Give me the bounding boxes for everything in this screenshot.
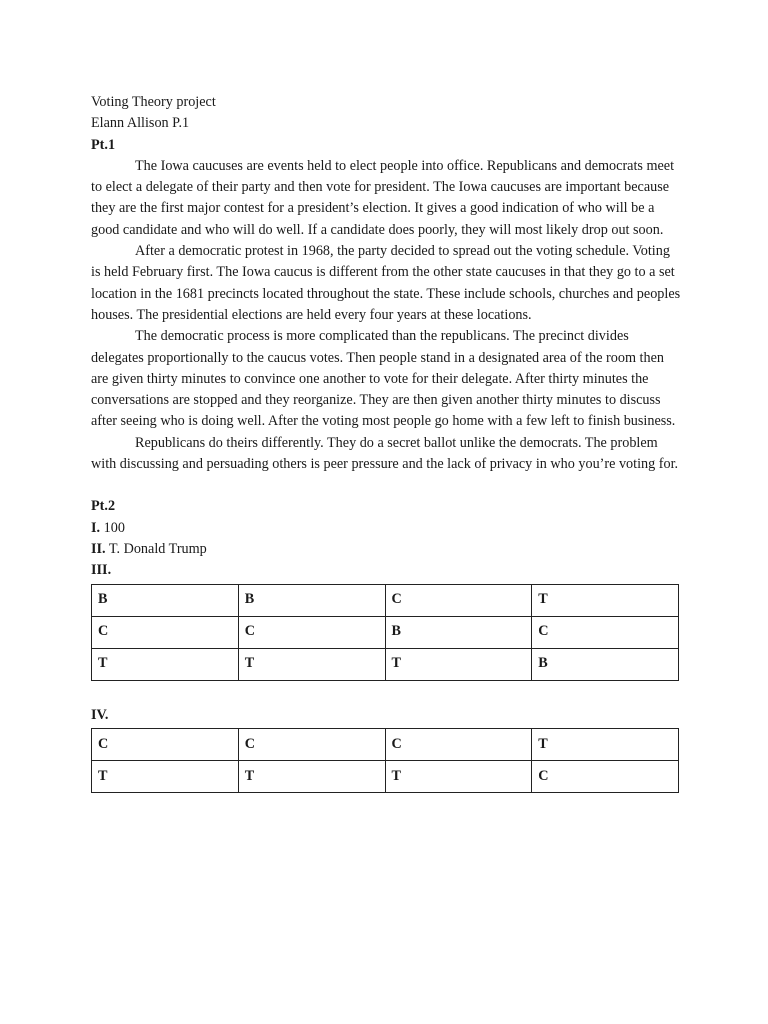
table-cell: B [532,648,679,680]
table-cell: C [385,728,532,760]
table-cell: B [385,616,532,648]
table-cell: T [238,760,385,792]
item-3-label: III. [91,562,112,579]
table-cell: C [385,584,532,616]
table-cell: C [92,616,239,648]
table-cell: C [238,728,385,760]
table-cell: C [532,760,679,792]
paragraph-republicans: Republicans do theirs differently. They do a secret ballot unlike the democrats. The problem with discussing and persuading others is peer pressure and the lack of privacy in who you’re voting for. [91,434,679,473]
item-4-label: IV. [91,706,109,723]
table-row [92,648,679,680]
table-cell: T [92,648,239,680]
table-cell: C [238,616,385,648]
spacer [91,681,681,705]
item-2 [91,539,681,560]
table-row [92,760,679,792]
item-2-value: T. Donald Trump [105,540,207,557]
table-cell: B [92,584,239,616]
item-1-value: 100 [100,519,125,536]
spacer [91,475,681,496]
table-cell: T [385,648,532,680]
item-2-label: II. [91,540,106,557]
table-cell: T [92,760,239,792]
document-page [91,92,681,793]
document-title: Voting Theory project [91,94,216,110]
item-1-label: I. [91,519,101,536]
table-cell: B [238,584,385,616]
paragraph-democratic-process: The democratic process is more complicated than the republicans. The precinct divides delegates proportionally to the caucus votes. Then people stand in a designated area of the room then are given thirty minutes to convince one another to vote for their delegate. After thirty minutes the conversations are stopped and they reorganize. They are then given another thirty minutes to discuss after seeing who is doing well. After the voting most people go home with a few left to finish business. [91,328,676,430]
table-cell: C [92,728,239,760]
table-row [92,584,679,616]
author-line: Elann Allison P.1 [91,115,190,132]
part2-heading: Pt.2 [91,498,116,515]
preference-table-iii [91,584,679,681]
table-row [92,616,679,648]
table-row [92,728,679,760]
paragraph-iowa-caucuses: The Iowa caucuses are events held to elect people into office. Republicans and democrats meet to elect a delegate of their party and then vote for president. The Iowa caucuses are important because they are the first major contest for a president’s election. It gives a good indication of who will be a good candidate and who will do well. If a candidate does poorly, they will most likely drop out soon. [91,157,675,238]
table-cell: C [532,616,679,648]
table-cell: T [532,584,679,616]
table-cell: T [238,648,385,680]
table-cell: T [532,728,679,760]
table-cell: T [385,760,532,792]
preference-table-iv [91,728,679,793]
part1-heading: Pt.1 [91,136,116,153]
item-1 [91,518,681,539]
paragraph-voting-schedule: After a democratic protest in 1968, the party decided to spread out the voting schedule. Voting is held February first. The Iowa caucus is different from the other state caucuses in that they go to a set location in the 1681 precincts located throughout the state. These include schools, churches and peoples houses. The presidential elections are held every four years at these locations. [91,243,681,323]
